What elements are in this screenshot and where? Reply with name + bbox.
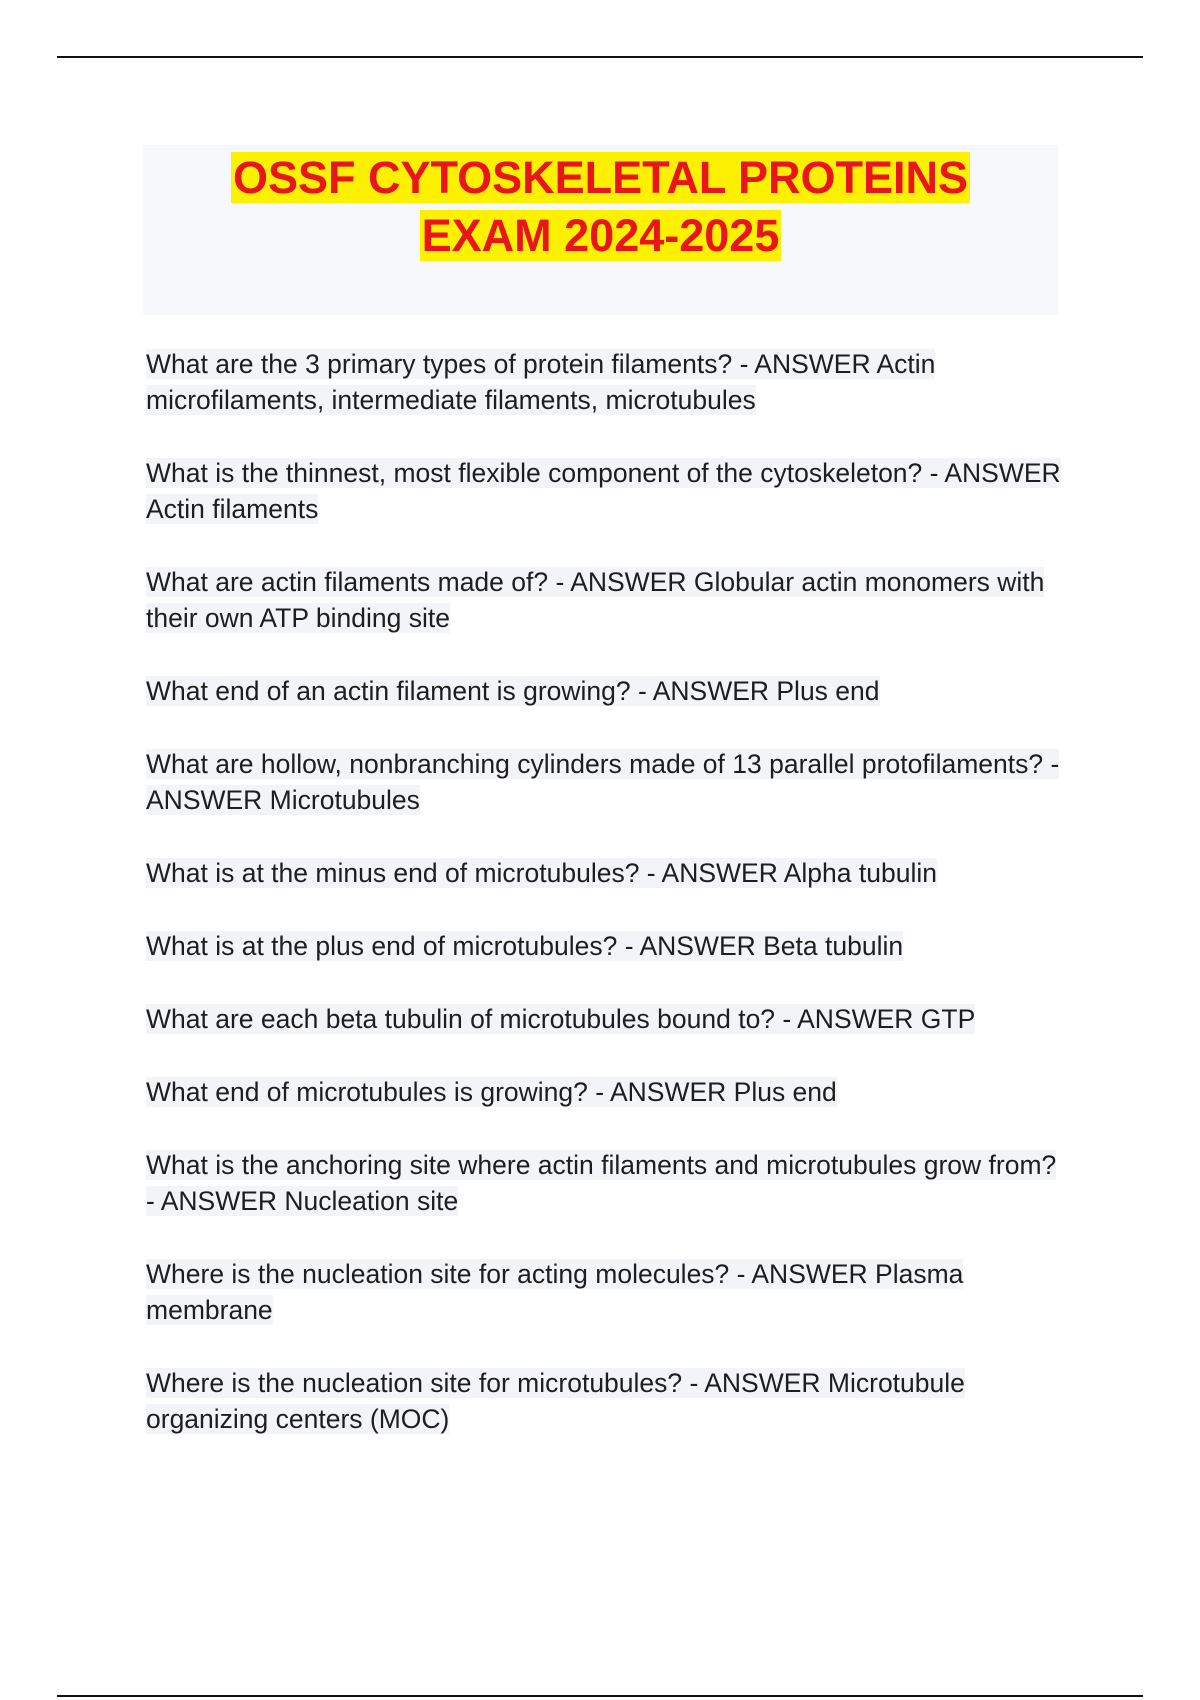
qa-text: What are the 3 primary types of protein filaments? - ANSWER Actin microfilaments, intermediate filaments, microtubules xyxy=(146,349,936,415)
qa-text: What is the anchoring site where actin filaments and microtubules grow from? - ANSWER Nucleation site xyxy=(146,1150,1057,1216)
title-line-1: OSSF CYTOSKELETAL PROTEINS xyxy=(232,152,969,203)
qa-item xyxy=(146,564,1066,636)
qa-text: What is the thinnest, most flexible component of the cytoskeleton? - ANSWER Actin filaments xyxy=(146,458,1061,524)
qa-item xyxy=(146,673,1066,709)
qa-list xyxy=(146,346,1066,1474)
qa-item xyxy=(146,346,1066,418)
qa-item xyxy=(146,928,1066,964)
top-rule xyxy=(57,56,1143,58)
qa-text: What are hollow, nonbranching cylinders made of 13 parallel protofilaments? - ANSWER Microtubules xyxy=(146,749,1060,815)
qa-text: What is at the minus end of microtubules? - ANSWER Alpha tubulin xyxy=(146,858,937,888)
qa-text: What are actin filaments made of? - ANSWER Globular actin monomers with their own ATP binding site xyxy=(146,567,1045,633)
qa-item xyxy=(146,1365,1066,1437)
qa-item xyxy=(146,1147,1066,1219)
qa-text: What are each beta tubulin of microtubules bound to? - ANSWER GTP xyxy=(146,1004,976,1034)
bottom-rule xyxy=(57,1695,1143,1697)
qa-item xyxy=(146,746,1066,818)
qa-item xyxy=(146,455,1066,527)
qa-text: Where is the nucleation site for microtubules? - ANSWER Microtubule organizing centers (MOC) xyxy=(146,1368,965,1434)
title-line-2: EXAM 2024-2025 xyxy=(421,210,780,261)
qa-text: What is at the plus end of microtubules? - ANSWER Beta tubulin xyxy=(146,931,904,961)
qa-item xyxy=(146,1256,1066,1328)
title-block xyxy=(143,145,1058,315)
qa-item xyxy=(146,1001,1066,1037)
document-title xyxy=(143,145,1058,265)
qa-item xyxy=(146,855,1066,891)
qa-text: What end of microtubules is growing? - ANSWER Plus end xyxy=(146,1077,837,1107)
qa-item xyxy=(146,1074,1066,1110)
qa-text: What end of an actin filament is growing? - ANSWER Plus end xyxy=(146,676,880,706)
qa-text: Where is the nucleation site for acting molecules? - ANSWER Plasma membrane xyxy=(146,1259,964,1325)
